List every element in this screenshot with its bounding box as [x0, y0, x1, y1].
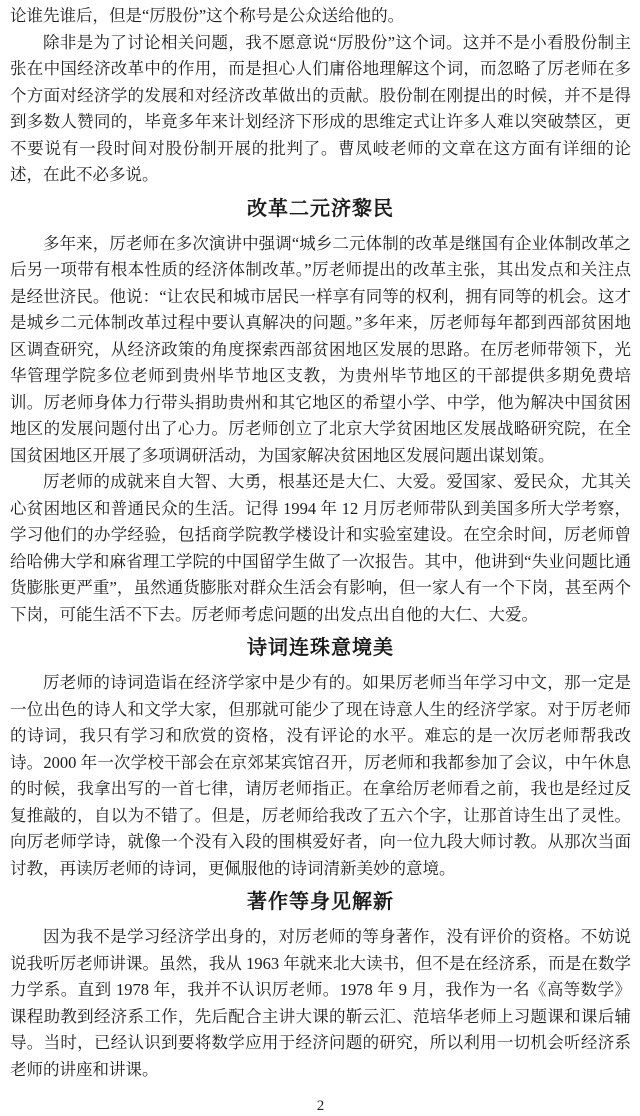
- section-reform-paragraph-1: 多年来，厉老师在多次演讲中强调“城乡二元体制的改革是继国有企业体制改革之后另一项带有根本性质的经济体制改革。”厉老师提出的改革主张，其出发点和关注点是经世济民。他说：“让农民和城市居民一样享有同等的权利，拥有同等的机会。这才是城乡二元体制改革过程中要认真解决的问题。”多年来，厉老师每年都到西部贫困地区调查研究，从经济政策的角度探索西部贫困地区发展的思路。在厉老师带领下，光华管理学院多位老师到贵州毕节地区支教，为贵州毕节地区的干部提供多期免费培训。厉老师身体力行带头捐助贵州和其它地区的希望小学、中学，他为解决中国贫困地区的发展问题付出了心力。厉老师创立了北京大学贫困地区发展战略研究院，在全国贫困地区开展了多项调研活动，为国家解决贫困地区发展问题出谋划策。: [10, 233, 631, 465]
- intro-paragraph: 除非是为了讨论相关问题，我不愿意说“厉股份”这个词。这并不是小看股份制主张在中国经济改革中的作用，而是担心人们庸俗地理解这个词，而忽略了厉老师在多个方面对经济学的发展和对经济改革做出的贡献。股份制在刚提出的时候，并不是得到多数人赞同的，毕竟多年来计划经济下形成的思维定式让许多人难以突破禁区，更不要说有一段时间对股份制开展的批判了。曹凤岐老师的文章在这方面有详细的论述，在此不必多说。: [10, 32, 631, 184]
- page-number: 2: [316, 1098, 325, 1114]
- section-heading-works: 著作等身见解新: [247, 891, 394, 913]
- section-heading-reform: 改革二元济黎民: [247, 197, 394, 220]
- section-works-paragraph-1: 因为我不是学习经济学出身的，对厉老师的等身著作，没有评价的资格。不妨说说我听厉老师讲课。虽然，我从 1963 年就来北大读书，但不是在经济系，而是在数学力学系。直到 1978 年，我并不认识厉老师。1978 年 9 月，我作为一名《高等数学》课程助教到经济系工作，先后配合主讲大课的靳云汇、范培华老师上习题课和课后辅导。当时，已经认识到要将数学应用于经济问题的研究，所以利用一切机会听经济系老师的讲座和讲课。: [10, 927, 631, 1079]
- section-reform-paragraph-2: 厉老师的成就来自大智、大勇，根基还是大仁、大爱。爱国家、爱民众，尤其关心贫困地区和普通民众的生活。记得 1994 年 12 月厉老师带队到美国多所大学考察，学习他们的办学经验，包括商学院教学楼设计和实验室建设。在空余时间，厉老师曾给哈佛大学和麻省理工学院的中国留学生做了一次报告。其中，他讲到“失业问题比通货膨胀更严重”，虽然通货膨胀对群众生活会有影响，但一家人有一个下岗，甚至两个下岗，可能生活不下去。厉老师考虑问题的出发点出自他的大仁、大爱。: [10, 472, 631, 624]
- leading-paragraph: 论谁先谁后，但是“厉股份”这个称号是公众送给他的。: [10, 6, 405, 25]
- section-heading-poetry: 诗词连珠意境美: [247, 637, 394, 659]
- section-poetry-paragraph-1: 厉老师的诗词造诣在经济学家中是少有的。如果厉老师当年学习中文，那一定是一位出色的诗人和文学大家，但那就可能少了现在诗意人生的经济学家。对于厉老师的诗词，我只有学习和欣赏的资格，没有评论的水平。难忘的是一次厉老师帮我改诗。2000 年一次学校干部会在京郊某宾馆召开，厉老师和我都参加了会议，中午休息的时候，我拿出写的一首七律，请厉老师指正。在拿给厉老师看之前，我也是经过反复推敲的，自以为不错了。但是，厉老师给我改了五六个字，让那首诗生出了灵性。向厉老师学诗，就像一个没有入段的围棋爱好者，向一位九段大师讨教。从那次当面讨教，再读厉老师的诗词，更佩服他的诗词清新美妙的意境。: [10, 673, 631, 878]
